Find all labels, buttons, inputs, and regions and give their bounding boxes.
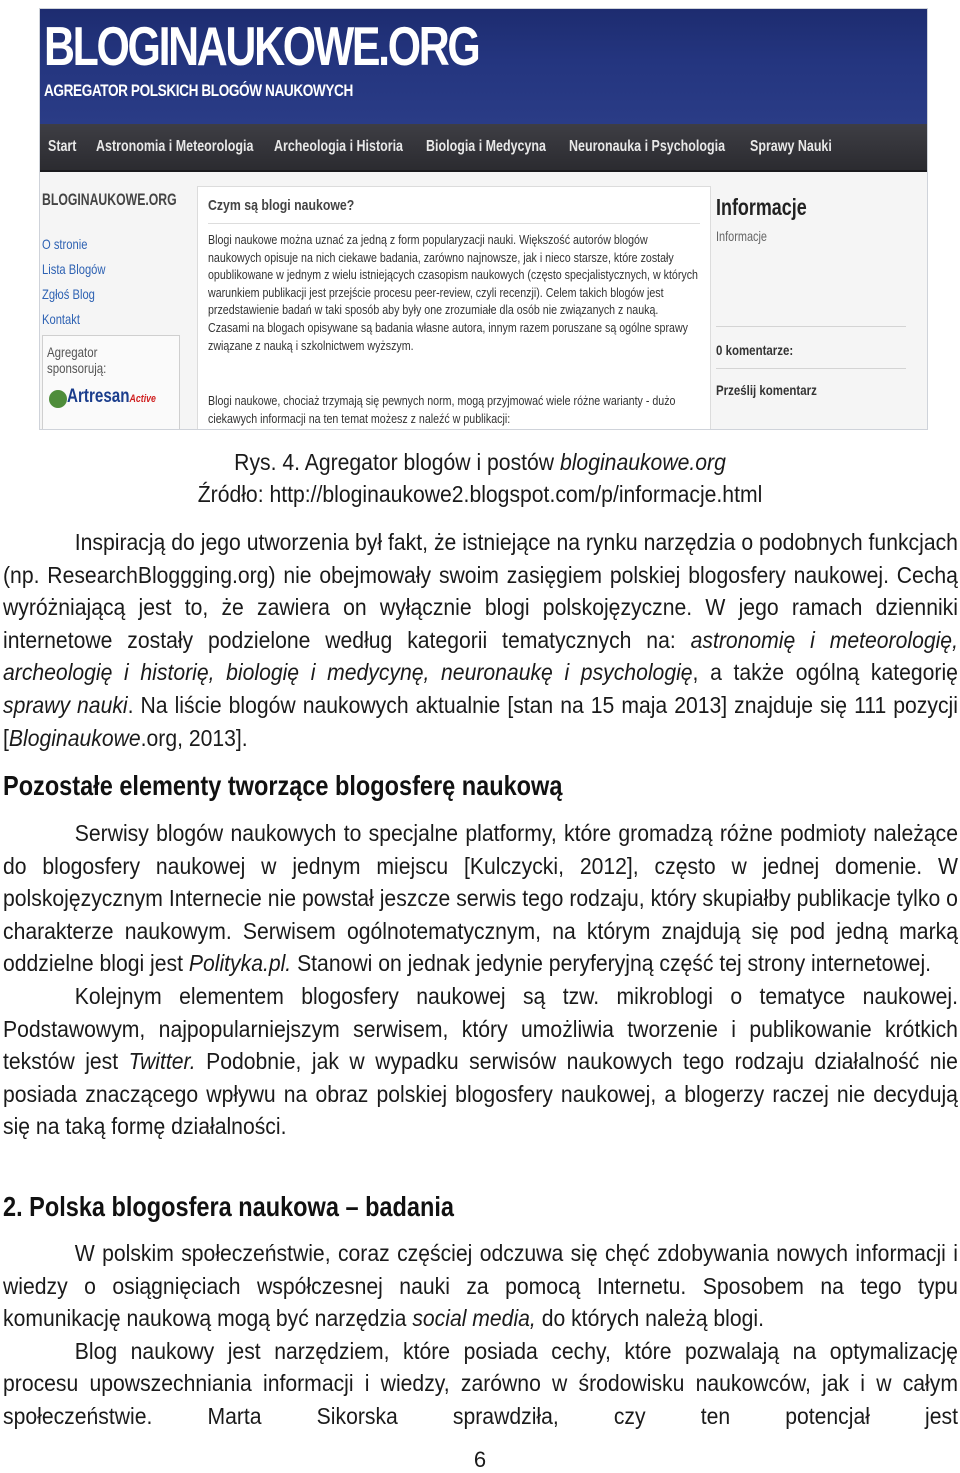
figure-screenshot — [39, 8, 928, 430]
text-run: Inspiracją do jego utworzenia był fakt, że istniejące na rynku narzędzia o podobnych funkcjach (np. ResearchBloggging.org) nie obejmowały swoim zasięgiem polskiej blogosfery naukowej. Cechą wyróżniającą jest to, że zawiera on wyłącznie blogi polskojęzyczne. W jego ramach dzienniki internetowe zostały podzielone według kategorii tematycznych na: — [3, 529, 958, 653]
comments-count: 0 komentarze: — [716, 342, 794, 358]
paragraph-inspiration — [3, 526, 958, 754]
sponsor-label: Agregator sponsorują: — [47, 344, 107, 376]
sponsor-badge: Active — [129, 393, 156, 405]
paragraph-microblogs — [3, 980, 958, 1143]
nav-item-start[interactable]: Start — [48, 138, 77, 155]
text-run: . Na liście blogów naukowych aktualnie [stan na 15 maja 2013] znajduje się 111 pozycji [ — [3, 691, 958, 751]
text-run: Serwisy blogów naukowych to specjalne platformy, które gromadzą różne podmioty należące do blogosfery naukowej w jednym miejscu [Kulczycki, 2012], często w jednej domenie. W polskojęzycznym Internecie nie powstał jeszcze serwis tego rodzaju, który skupiałby publikacje tylko o charakterze naukowym. Serwisem ogólnotematycznym, na którym znajdują się pod jedną marką oddzielne blogi jest — [3, 820, 958, 977]
nav-item-science-affairs[interactable]: Sprawy Nauki — [749, 138, 832, 155]
info-divider-1 — [716, 326, 906, 327]
paragraph-polish-society — [3, 1237, 958, 1335]
caption-prefix: Rys. 4. Agregator blogów i postów — [234, 449, 560, 475]
paragraph-blog-services — [3, 817, 958, 980]
sponsor-box — [42, 335, 180, 430]
site-sidebar — [40, 172, 190, 429]
info-subtitle: Informacje — [716, 228, 767, 244]
sidebar-link-contact[interactable]: Kontakt — [42, 311, 80, 327]
site-tagline: AGREGATOR POLSKICH BLOGÓW NAUKOWYCH — [44, 81, 353, 100]
sidebar-link-about[interactable]: O stronie — [42, 236, 88, 252]
post-divider — [208, 223, 700, 224]
site-nav — [40, 124, 927, 172]
caption-site: bloginaukowe.org — [559, 449, 726, 475]
nav-item-archeology[interactable]: Archeologia i Historia — [274, 138, 404, 155]
text-run-italic: sprawy nauki — [3, 691, 128, 718]
text-run: , a także ogólną kategorię — [692, 659, 958, 686]
paragraph-science-blog: Blog naukowy jest narzędziem, które posiada cechy, które pozwalają na optymalizację procesu upowszechniania informacji i wiedzy, zarówno w środowisku naukowców, jak i w całym społeczeństwie. Marta Sikorska sprawdziła, czy ten potencjał jest — [3, 1337, 958, 1429]
text-run: do których należą blogi. — [535, 1305, 765, 1332]
post-paragraph-1: Blogi naukowe można uznać za jedną z form popularyzacji nauki. Większość autorów blogów naukowych opisuje na nich ciekawe badania, zarówno najnowsze, jak i nieco starsze, które zostały opublikowane w jednym z wielu istniejących czasopism naukowych (często specjalistycznych, w których warunkiem publikacji jest przejście procesu peer-review, czyli recenzji). Celem takich blogów jest przedstawienie badań w taki sposób aby były one zrozumiałe dla osób nie związanych z nauką. Czasami na blogach opisywane są badania własne autora, innym razem poruszane są ogólne sprawy związane z nauką i szkolnictwem wyższym. — [208, 232, 698, 353]
nav-item-astronomy[interactable]: Astronomia i Meteorologia — [96, 138, 254, 155]
body-text-2 — [3, 817, 958, 1143]
post-comment-link[interactable]: Prześlij komentarz — [716, 382, 817, 398]
post-paragraph-2: Blogi naukowe, chociaż trzymają się pewnych norm, mogą przyjmować wiele różne warianty - dużo ciekawych informacji na ten temat możesz z naleźć w publikacji: — [208, 393, 676, 426]
text-run-italic: astronomię i meteorologię, archeologię i historię, biologię i medycynę, neuronaukę i psychologię — [3, 626, 958, 686]
info-title: Informacje — [716, 194, 807, 220]
sidebar-links — [42, 232, 121, 332]
sponsor-brand[interactable] — [67, 386, 156, 408]
page-number: 6 — [473, 1447, 487, 1472]
sponsor-brand-name: Artresan — [67, 386, 130, 407]
sponsor-logo-icon — [49, 390, 67, 408]
body-text-1 — [3, 526, 958, 754]
text-run: W polskim społeczeństwie, coraz częściej odczuwa się chęć zdobywania nowych informacji i wiedzy o osiągnięciach współczesnej nauki za pomocą Internetu. Sposobem na tego typu komunikację naukową mogą być narzędzia — [3, 1240, 958, 1332]
nav-item-neuroscience[interactable]: Neuronauka i Psychologia — [569, 138, 726, 155]
sidebar-link-blog-list[interactable]: Lista Blogów — [42, 261, 106, 277]
text-run-italic: Twitter. — [128, 1048, 196, 1075]
body-text-3 — [3, 1237, 958, 1433]
info-panel — [714, 186, 927, 429]
text-run: Podobnie, jak w wypadku serwisów naukowych tego rodzaju działalność nie posiada znaczącego wpływu na obraz polskiej blogosfery naukowej, a blogerzy raczej nie decydują się na taką formę działalności. — [3, 1048, 958, 1140]
site-body — [40, 172, 927, 429]
figure-source: Źródło: http://bloginaukowe2.blogspot.com/p/informacje.html — [197, 481, 763, 507]
info-divider-2 — [716, 368, 906, 369]
text-run: Stanowi on jednak jedynie peryferyjną część tej strony internetowej. — [291, 950, 932, 977]
text-run: .org, 2013]. — [140, 724, 248, 751]
nav-item-biology[interactable]: Biologia i Medycyna — [425, 138, 546, 155]
text-run-italic: social media, — [412, 1305, 536, 1332]
section-heading-research: 2. Polska blogosfera naukowa – badania — [3, 1191, 454, 1222]
text-run-italic: Bloginaukowe — [8, 724, 141, 751]
sidebar-site-name: BLOGINAUKOWE.ORG — [42, 190, 177, 209]
site-logo[interactable]: BLOGINAUKOWE.ORG — [44, 15, 479, 77]
text-run-italic: Polityka.pl. — [188, 950, 292, 977]
post-heading: Czym są blogi naukowe? — [208, 197, 355, 214]
sidebar-link-submit[interactable]: Zgłoś Blog — [42, 286, 95, 302]
post-content — [197, 186, 711, 430]
section-heading-other-elements: Pozostałe elementy tworzące blogosferę naukową — [3, 770, 563, 801]
site-header — [40, 9, 927, 124]
figure-caption — [38, 446, 921, 478]
text-run: Kolejnym elementem blogosfery naukowej są tzw. mikroblogi o tematyce naukowej. Podstawowym, najpopularniejszym serwisem, który umożliwia tworzenie i publikowanie krótkich tekstów jest — [3, 982, 958, 1075]
